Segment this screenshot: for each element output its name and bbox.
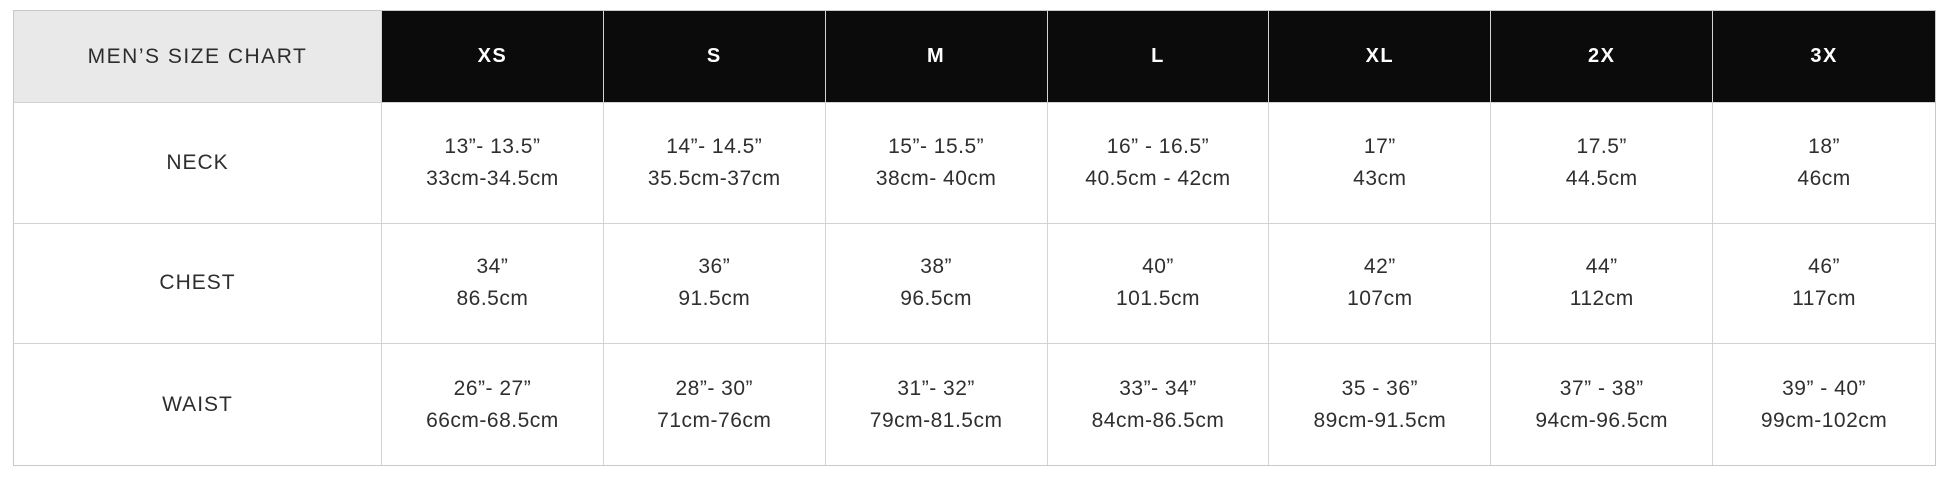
size-header-label: 3X [1810, 45, 1838, 67]
size-header-l [1048, 11, 1270, 103]
inches-value: 40” [1142, 255, 1174, 279]
neck-3x-cell [1713, 103, 1935, 224]
neck-l-cell [1048, 103, 1270, 224]
inches-value: 18” [1808, 134, 1840, 158]
neck-s-cell [604, 103, 826, 224]
inches-value: 17” [1363, 134, 1396, 158]
row-label-chest-cell [14, 224, 382, 345]
size-header-label: XS [477, 45, 508, 67]
chest-3x-cell [1713, 224, 1935, 345]
chart-title: MEN’S SIZE CHART [87, 44, 308, 68]
chest-m-cell [826, 224, 1048, 345]
cm-value: 33cm-34.5cm [426, 166, 559, 190]
cm-value: 101.5cm [1115, 287, 1201, 311]
chest-l-cell [1048, 224, 1270, 345]
cm-value: 84cm-86.5cm [1091, 408, 1225, 432]
inches-value: 34” [476, 255, 509, 279]
inches-value: 14”- 14.5” [666, 134, 763, 158]
inches-value: 37” - 38” [1559, 376, 1644, 400]
cm-value: 79cm-81.5cm [869, 408, 1003, 432]
waist-xs-cell [382, 344, 604, 465]
waist-3x-cell [1713, 344, 1935, 465]
cm-value: 66cm-68.5cm [426, 408, 559, 432]
cm-value: 38cm- 40cm [875, 166, 997, 190]
row-label: WAIST [162, 392, 233, 416]
cm-value: 86.5cm [456, 287, 529, 311]
chest-s-cell [604, 224, 826, 345]
chart-title-cell [14, 11, 382, 103]
row-label-neck-cell [14, 103, 382, 224]
size-header-m [826, 11, 1048, 103]
neck-m-cell [826, 103, 1048, 224]
inches-value: 38” [920, 255, 953, 279]
cm-value: 117cm [1792, 287, 1857, 311]
chest-xl-cell [1269, 224, 1491, 345]
cm-value: 40.5cm - 42cm [1085, 166, 1231, 190]
inches-value: 31”- 32” [897, 376, 975, 400]
waist-l-cell [1048, 344, 1270, 465]
inches-value: 36” [698, 255, 731, 279]
inches-value: 13”- 13.5” [444, 134, 541, 158]
size-header-3x [1713, 11, 1935, 103]
waist-xl-cell [1269, 344, 1491, 465]
neck-xs-cell [382, 103, 604, 224]
inches-value: 17.5” [1576, 134, 1627, 158]
waist-m-cell [826, 344, 1048, 465]
inches-value: 33”- 34” [1119, 376, 1197, 400]
cm-value: 43cm [1353, 166, 1407, 190]
neck-2x-cell [1491, 103, 1713, 224]
row-label: CHEST [159, 271, 236, 295]
inches-value: 44” [1585, 255, 1618, 279]
inches-value: 39” - 40” [1782, 376, 1866, 400]
size-header-label: S [706, 45, 722, 67]
inches-value: 46” [1808, 255, 1840, 279]
cm-value: 44.5cm [1565, 166, 1638, 190]
cm-value: 99cm-102cm [1760, 408, 1888, 432]
inches-value: 26”- 27” [453, 376, 532, 400]
inches-value: 35 - 36” [1341, 376, 1419, 400]
chest-xs-cell [382, 224, 604, 345]
inches-value: 28”- 30” [675, 376, 754, 400]
size-header-label: L [1151, 45, 1165, 67]
chest-2x-cell [1491, 224, 1713, 345]
cm-value: 112cm [1569, 287, 1634, 311]
waist-s-cell [604, 344, 826, 465]
size-header-label: 2X [1587, 45, 1616, 67]
cm-value: 71cm-76cm [657, 408, 772, 432]
size-header-2x [1491, 11, 1713, 103]
inches-value: 15”- 15.5” [888, 134, 985, 158]
size-header-xs [382, 11, 604, 103]
inches-value: 16” - 16.5” [1106, 134, 1210, 158]
cm-value: 91.5cm [678, 287, 751, 311]
inches-value: 42” [1363, 255, 1396, 279]
cm-value: 35.5cm-37cm [647, 166, 781, 190]
waist-2x-cell [1491, 344, 1713, 465]
size-header-s [604, 11, 826, 103]
cm-value: 46cm [1797, 166, 1851, 190]
cm-value: 94cm-96.5cm [1535, 408, 1669, 432]
cm-value: 96.5cm [900, 287, 973, 311]
mens-size-chart-table [13, 10, 1936, 466]
row-label-waist-cell [14, 344, 382, 465]
row-label: NECK [166, 150, 229, 174]
size-header-label: M [927, 45, 946, 67]
neck-xl-cell [1269, 103, 1491, 224]
size-header-label: XL [1365, 45, 1395, 67]
cm-value: 89cm-91.5cm [1313, 408, 1447, 432]
size-header-xl [1269, 11, 1491, 103]
cm-value: 107cm [1347, 287, 1413, 311]
